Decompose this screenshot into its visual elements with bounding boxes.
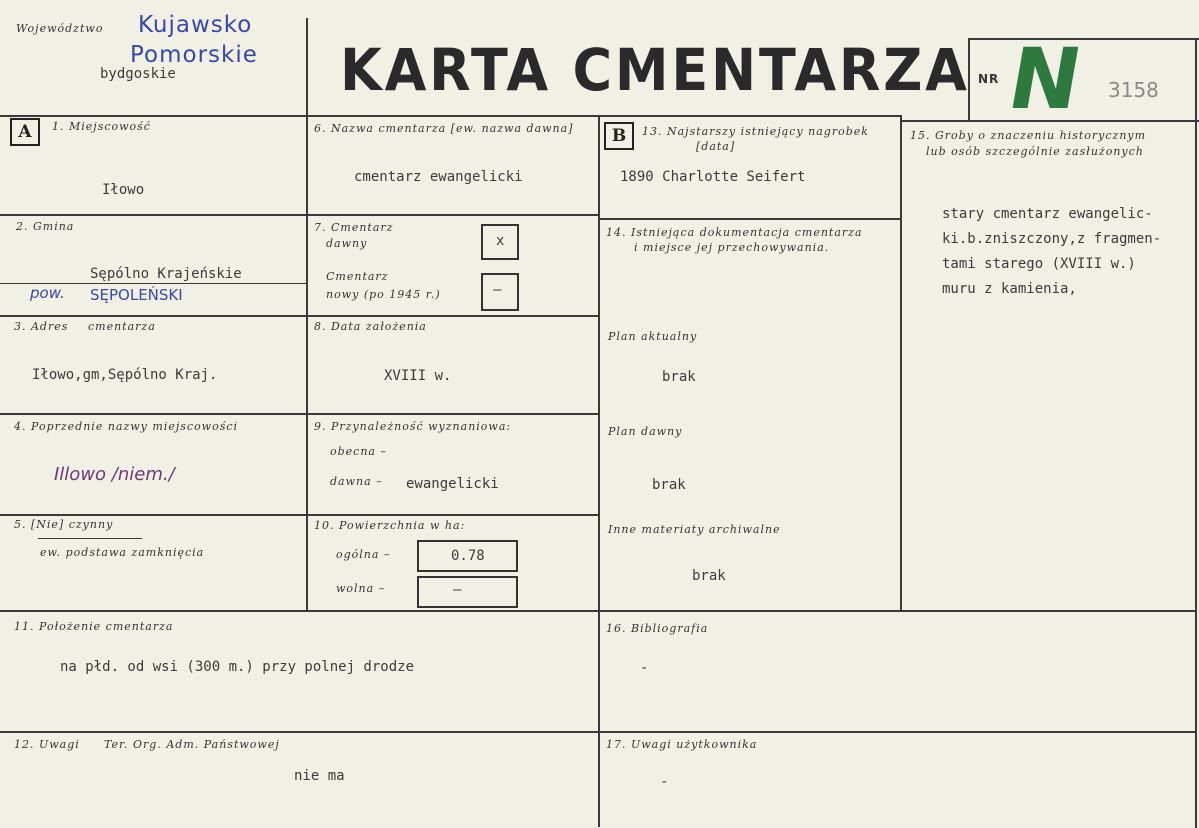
field-10-label: 10. Powierzchnia w ha: bbox=[314, 519, 466, 532]
field-10-total-value: 0.78 bbox=[451, 548, 485, 564]
plan-former-label: Plan dawny bbox=[608, 425, 683, 438]
field-10-total-box[interactable] bbox=[417, 540, 518, 572]
field-15-label-a: 15. Groby o znaczeniu historycznym bbox=[910, 129, 1147, 142]
rule-header-divider bbox=[306, 18, 308, 610]
field-9-former-value: ewangelicki bbox=[406, 476, 499, 492]
field-15-label-b: lub osób szczególnie zasłużonych bbox=[926, 145, 1144, 158]
field-14-label-b: i miejsce jej przechowywania. bbox=[634, 241, 830, 254]
field-15-line2: ki.b.zniszczony,z fragmen- bbox=[942, 231, 1162, 247]
checkbox-old-cemetery-mark: x bbox=[496, 233, 505, 249]
field-12-label-a: 12. Uwagi bbox=[14, 738, 80, 751]
field-9-label: 9. Przynależność wyznaniowa: bbox=[314, 420, 512, 433]
field-12-label-b: Ter. Org. Adm. Państwowej bbox=[104, 738, 280, 751]
field-7-label-a: 7. Cmentarz bbox=[314, 221, 394, 234]
rule-nie-czynny-underline bbox=[38, 538, 142, 539]
field-14-label-a: 14. Istniejąca dokumentacja cmentarza bbox=[606, 226, 863, 239]
field-4-label: 4. Poprzednie nazwy miejscowości bbox=[14, 420, 239, 433]
rule-row4 bbox=[0, 514, 598, 516]
stamp-line2: Pomorskie bbox=[130, 42, 258, 68]
field-13-sub-label: [data] bbox=[696, 140, 736, 153]
field-3-label-b: cmentarza bbox=[88, 320, 156, 333]
rule-header-bottom bbox=[0, 115, 900, 117]
field-8-value: XVIII w. bbox=[384, 368, 452, 384]
other-materials-label: Inne materiaty archiwalne bbox=[608, 523, 781, 536]
field-2-hand-value: SĘPOLEŃSKI bbox=[90, 286, 183, 304]
field-7-label-d: nowy (po 1945 r.) bbox=[326, 288, 441, 301]
checkbox-old-cemetery[interactable] bbox=[481, 224, 519, 260]
typed-old-voivodeship: bydgoskie bbox=[100, 66, 176, 82]
rule-row2 bbox=[0, 315, 598, 317]
field-6-label: 6. Nazwa cmentarza [ew. nazwa dawna] bbox=[314, 122, 574, 135]
field-9-former-label: dawna – bbox=[330, 475, 383, 488]
plan-current-value: brak bbox=[662, 369, 696, 385]
field-10-free-label: wolna – bbox=[336, 582, 386, 595]
field-13-label: 13. Najstarszy istniejący nagrobek bbox=[642, 125, 869, 138]
field-2-label: 2. Gmina bbox=[16, 220, 75, 233]
checkbox-new-cemetery-mark: — bbox=[493, 282, 502, 298]
field-15-line4: muru z kamienia, bbox=[942, 281, 1077, 297]
section-b-badge: B bbox=[604, 122, 634, 150]
rule-col-b bbox=[598, 115, 600, 827]
field-4-hand-value: Illowo /niem./ bbox=[54, 464, 175, 485]
field-16-label: 16. Bibliografia bbox=[606, 622, 709, 635]
field-17-label: 17. Uwagi użytkownika bbox=[606, 738, 758, 751]
field-13-value: 1890 Charlotte Seifert bbox=[620, 169, 806, 185]
field-10-free-box[interactable] bbox=[417, 576, 518, 608]
rule-col-15 bbox=[900, 115, 902, 610]
field-5-label: 5. [Nie] czynny bbox=[14, 518, 114, 531]
field-7-label-c: Cmentarz bbox=[326, 270, 389, 283]
field-1-label: 1. Miejscowość bbox=[52, 120, 151, 133]
nr-handwritten: N bbox=[1001, 30, 1089, 128]
checkbox-new-cemetery[interactable] bbox=[481, 273, 519, 311]
field-5-sub-label: ew. podstawa zamknięcia bbox=[40, 546, 205, 559]
field-2-hand-prefix: pow. bbox=[30, 284, 65, 302]
field-10-total-label: ogólna – bbox=[336, 548, 391, 561]
field-2-value: Sępólno Krajeńskie bbox=[90, 266, 242, 282]
field-15-line1: stary cmentarz ewangelic- bbox=[942, 206, 1153, 222]
field-10-free-value: — bbox=[453, 582, 462, 598]
field-3-label-a: 3. Adres bbox=[14, 320, 69, 333]
field-6-value: cmentarz ewangelicki bbox=[354, 169, 523, 185]
rule-row3 bbox=[0, 413, 598, 415]
field-17-value: - bbox=[660, 774, 669, 790]
other-materials-value: brak bbox=[692, 568, 726, 584]
nr-pencil: 3158 bbox=[1108, 78, 1159, 102]
plan-former-value: brak bbox=[652, 477, 686, 493]
field-16-value: - bbox=[640, 660, 649, 676]
field-9-current-label: obecna – bbox=[330, 445, 387, 458]
stamp-line1: Kujawsko bbox=[138, 12, 253, 38]
nr-label: NR bbox=[978, 72, 1000, 86]
field-8-label: 8. Data założenia bbox=[314, 320, 427, 333]
rule-row1 bbox=[0, 214, 598, 216]
field-11-label: 11. Położenie cmentarza bbox=[14, 620, 174, 633]
field-15-line3: tami starego (XVIII w.) bbox=[942, 256, 1136, 272]
section-a-badge: A bbox=[10, 118, 40, 146]
rule-nr-box-right bbox=[1195, 38, 1197, 828]
field-7-label-b: dawny bbox=[326, 237, 368, 250]
field-1-value: Iłowo bbox=[102, 182, 145, 198]
field-12-value: nie ma bbox=[294, 768, 345, 784]
rule-b-13-bottom bbox=[598, 218, 900, 220]
page-title: KARTA CMENTARZA bbox=[340, 36, 970, 104]
field-11-value: na płd. od wsi (300 m.) przy polnej drodze bbox=[60, 659, 415, 675]
field-3-value: Iłowo,gm,Sępólno Kraj. bbox=[32, 367, 218, 383]
plan-current-label: Plan aktualny bbox=[608, 330, 698, 343]
wojewodztwo-label: Województwo bbox=[16, 22, 104, 35]
